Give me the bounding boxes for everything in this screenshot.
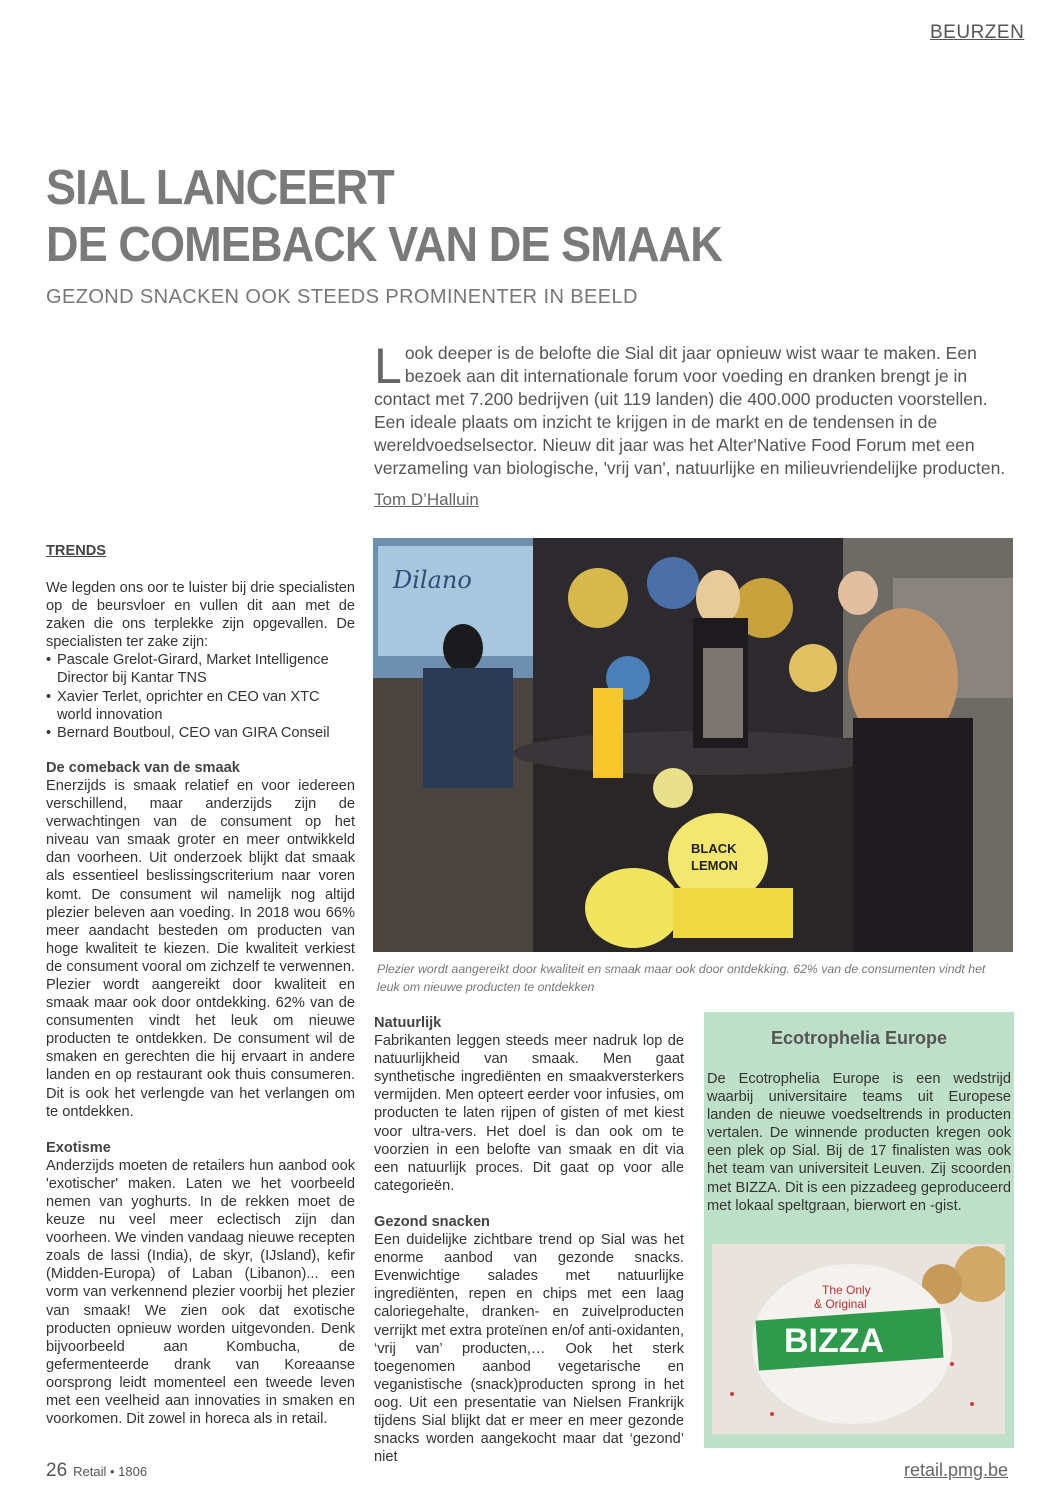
drop-cap: L <box>374 338 402 394</box>
website-link[interactable]: retail.pmg.be <box>904 1460 1009 1480</box>
gezond-heading: Gezond snacken <box>374 1213 490 1230</box>
comeback-heading: De comeback van de smaak <box>46 759 240 776</box>
list-item: • Pascale Grelot-Girard, Market Intelligence Director bij Kantar TNS <box>46 651 355 687</box>
sidebar-paragraph: De Ecotrophelia Europe is een wedstrijd waarbij universitaire teams uit Europese landen de nieuwe voedseltrends in producten vertalen. De winnende producten kregen ook een plek op Sial. Bij de 17 finalisten was ook het team van universiteit Leuven. Zij scoorden met BIZZA. Dit is een pizzadeeg geproduceerd met lokaal speltgraan, bierwort en -gist. <box>707 1071 1011 1214</box>
trade-show-photo <box>373 538 1013 952</box>
section-label: BEURZEN <box>930 22 1025 43</box>
product-label-1: BLACK <box>691 841 737 856</box>
sidebar-title: Ecotrophelia Europe <box>770 1028 948 1048</box>
gezond-paragraph: Een duidelijke zichtbare trend op Sial was het enorme aanbod van gezonde snacks. Evenwichtige salades met natuurlijke ingrediënten, repen en chips met een laag caloriegehalte, dranken- en zuivelproducten verrijkt met extra proteïnen en/of anti-oxidanten, ‘vrij van’ producten,… Ook het sterk toegenomen aanbod vegetarische en veganistische (snack)producten sprong in het oog. Uit een presentatie van Nielsen Frankrijk tijdens Sial blijkt dat er meer en meer gezonde snacks worden aangekocht maar dat ‘gezond’ niet <box>374 1232 684 1466</box>
trade-show-illustration <box>373 538 1013 952</box>
bizza-illustration <box>712 1244 1005 1434</box>
title-line-2: DE COMEBACK VAN DE SMAAK <box>46 218 722 272</box>
bizza-tagline-2: & Original <box>814 1297 867 1311</box>
comeback-paragraph: Enerzijds is smaak relatief en voor iedereen verschillend, maar anderzijds zijn de verwachtingen van de consument op het niveau van smaak groter en meer ontwikkeld dan voorheen. Uit onderzoek blijkt dat smaak als essentieel beslissingscriterium naar voren komt. De consument wil namelijk nog altijd plezier beleven aan voeding. In 2018 wou 66% meer aandacht besteden om producten van hoge kwaliteit te kiezen. Die kwaliteit verkiest de consument vooral om zichzelf te verwennen. Plezier wordt aangereikt door kwaliteit en smaak maar ook door ontdekking. 62% van de consumenten vindt het leuk om nieuwe producten te ontdekken. De consument wil de smaken en gerechten die hij ervaart in andere landen en op restaurant ook thuis consumeren. Dit is ook het verlengde van het verlangen om te ontdekken. <box>46 777 355 1120</box>
article-title <box>46 160 722 274</box>
list-item: • Bernard Boutboul, CEO van GIRA Conseil <box>46 724 355 742</box>
natuurlijk-paragraph: Fabrikanten leggen steeds meer nadruk lop de natuurlijkheid van smaak. Men gaat synthetische ingrediënten en smaakversterkers vermijden. Men opteert eerder voor infusies, om producten te laten rijpen of gisten of met kiest voor ultra-vers. Het doel is dan ook om te voorzien in een belofte van smaak en dit via een natuurlijk proces. Dit gaat op voor alle categorieën. <box>374 1033 684 1194</box>
lead-text: ook deeper is de belofte die Sial dit jaar opnieuw wist waar te maken. Een bezoek aan dit internationale forum voor voeding en dranken brengt je in contact met 7.200 bedrijven (uit 119 landen) die 400.000 producten voorstellen. Een ideale plaats om inzicht te krijgen in de markt en de tendensen in de wereldvoedselsector. Nieuw dit jaar was het Alter'Native Food Forum met een verzameling van biologische, 'vrij van', natuurlijke en milieuvriendelijke producten. <box>374 343 1006 478</box>
bizza-tagline: The Only <box>822 1283 871 1297</box>
lead-paragraph <box>374 338 1014 480</box>
article-subtitle: GEZOND SNACKEN OOK STEEDS PROMINENTER IN BEELD <box>46 286 638 308</box>
trends-heading: TRENDS <box>46 543 106 559</box>
exotisme-heading: Exotisme <box>46 1139 111 1156</box>
magazine-issue: Retail • 1806 <box>73 1464 148 1479</box>
column-1 <box>46 579 355 1428</box>
column-2 <box>374 1014 684 1466</box>
ecotrophelia-sidebar <box>704 1012 1014 1448</box>
photo-caption: Plezier wordt aangereikt door kwaliteit en smaak maar ook door ontdekking. 62% van de consumenten vindt het leuk om nieuwe producten te ontdekken <box>377 962 986 994</box>
natuurlijk-heading: Natuurlijk <box>374 1015 442 1031</box>
product-label-2: LEMON <box>691 858 738 873</box>
author-byline[interactable]: Tom D’Halluin <box>374 490 479 509</box>
specialists-list <box>46 651 355 741</box>
page-number: 26 <box>46 1460 68 1481</box>
title-line-1: SIAL LANCEERT <box>46 161 394 215</box>
page-footer-left <box>46 1460 147 1482</box>
bizza-logo-text: BIZZA <box>784 1322 885 1360</box>
intro-paragraph: We legden ons oor te luister bij drie specialisten op de beursvloer en vullen dit aan met de zaken die ons terplekke zijn opgevallen. De specialisten ter zake zijn: <box>46 580 355 651</box>
bizza-product-photo <box>712 1244 1005 1434</box>
sign-text: Dilano <box>393 566 472 594</box>
exotisme-paragraph: Anderzijds moeten de retailers hun aanbod ook 'exotischer' maken. Laten we het voorbeeld nemen van yoghurts. In de rekken moet de keuze nu veel meer eclectisch zijn dan voorheen. We vinden vandaag nieuwe recepten zoals de lassi (India), de skyr, (IJsland), kefir (Midden-Europa) of Laban (Libanon)... een vorm van verkennend plezier voorbij het plezier van smaak! We zien ook dat exotische producten opnieuw worden uitgevonden. Denk bijvoorbeeld aan Kombucha, de gefermenteerde drank van Koreaanse oorsprong leidt momenteel een tweede leven met een veelheid aan innovaties in smaken en voorkomen. Dit zowel in horeca als in retail. <box>46 1157 355 1428</box>
list-item: • Xavier Terlet, oprichter en CEO van XTC world innovation <box>46 688 355 724</box>
